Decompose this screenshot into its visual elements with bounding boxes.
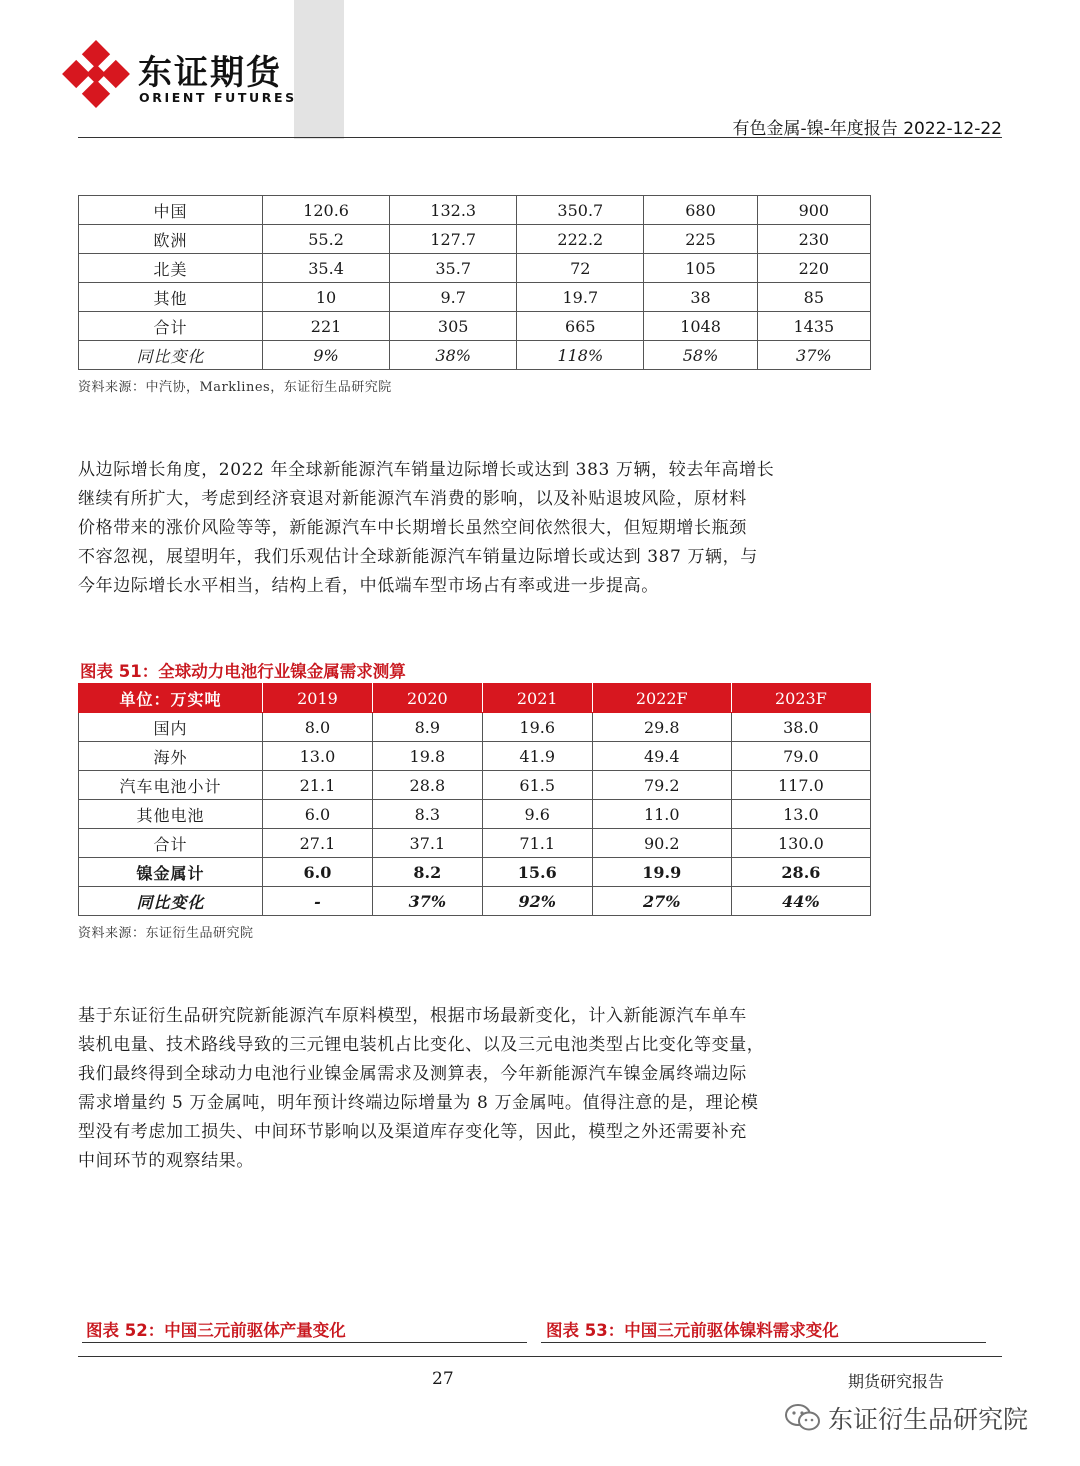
header-divider <box>78 137 1002 138</box>
table-cell: 120.6 <box>263 196 390 225</box>
table-row <box>79 254 871 283</box>
table-row <box>79 800 871 829</box>
table-cell: 35.4 <box>263 254 390 283</box>
table-cell: 55.2 <box>263 225 390 254</box>
table-cell: 38 <box>644 283 757 312</box>
row-label: 国内 <box>79 713 263 742</box>
column-header: 2020 <box>372 684 482 713</box>
table-cell: 85 <box>757 283 870 312</box>
orient-futures-logo-icon <box>62 40 130 108</box>
watermark-text: 东证衍生品研究院 <box>828 1405 1029 1434</box>
table-cell: 230 <box>757 225 870 254</box>
table-row <box>79 196 871 225</box>
table-source-note: 资料来源：中汽协，Marklines，东证衍生品研究院 <box>78 380 392 395</box>
table-cell: 72 <box>517 254 644 283</box>
paragraph-line: 今年边际增长水平相当，结构上看，中低端车型市场占有率或进一步提高。 <box>78 576 659 596</box>
table-row <box>79 887 871 916</box>
table-cell: 900 <box>757 196 870 225</box>
table-cell: 117.0 <box>731 771 870 800</box>
table-cell: 37.1 <box>372 829 482 858</box>
table-row <box>79 829 871 858</box>
table-cell: 90.2 <box>592 829 731 858</box>
paragraph-line: 装机电量、技术路线导致的三元锂电装机占比变化、以及三元电池类型占比变化等变量， <box>78 1035 765 1055</box>
table-cell: 19.7 <box>517 283 644 312</box>
body-paragraph-2 <box>78 1002 808 1176</box>
table-cell: 28.6 <box>731 858 870 887</box>
figure-52-title: 图表 52：中国三元前驱体产量变化 <box>86 1321 346 1340</box>
table-cell: 221 <box>263 312 390 341</box>
paragraph-line: 中间环节的观察结果。 <box>78 1151 254 1171</box>
paragraph-line: 需求增量约 5 万金属吨，明年预计终端边际增量为 8 万金属吨。值得注意的是，理论模 <box>78 1093 759 1113</box>
table-cell: 350.7 <box>517 196 644 225</box>
row-label: 合计 <box>79 829 263 858</box>
column-header: 2023F <box>731 684 870 713</box>
table-cell: 15.6 <box>482 858 592 887</box>
table-row <box>79 713 871 742</box>
table-cell: 44% <box>731 887 870 916</box>
row-label: 其他 <box>79 283 263 312</box>
table-cell: 61.5 <box>482 771 592 800</box>
table-cell: 130.0 <box>731 829 870 858</box>
table-cell: 13.0 <box>263 742 373 771</box>
paragraph-line: 不容忽视，展望明年，我们乐观估计全球新能源汽车销量边际增长或达到 387 万辆，与 <box>78 547 758 567</box>
table-cell: 6.0 <box>263 858 373 887</box>
paragraph-line: 价格带来的涨价风险等等，新能源汽车中长期增长虽然空间依然很大，但短期增长瓶颈 <box>78 518 747 538</box>
footer-divider <box>78 1356 1002 1357</box>
figure-51-source-note: 资料来源：东证衍生品研究院 <box>78 926 254 941</box>
table-cell: 19.8 <box>372 742 482 771</box>
table-cell: 79.2 <box>592 771 731 800</box>
table-cell: 10 <box>263 283 390 312</box>
footer-label: 期货研究报告 <box>848 1372 945 1391</box>
table-cell: 680 <box>644 196 757 225</box>
row-label: 海外 <box>79 742 263 771</box>
table-cell: 92% <box>482 887 592 916</box>
table-cell: 222.2 <box>517 225 644 254</box>
row-label: 欧洲 <box>79 225 263 254</box>
body-paragraph-1 <box>78 456 808 601</box>
table-cell: 8.3 <box>372 800 482 829</box>
brand-name-cn: 东证期货 <box>138 53 282 93</box>
table-cell: 71.1 <box>482 829 592 858</box>
table-cell: 37% <box>757 341 870 370</box>
row-label: 镍金属计 <box>79 858 263 887</box>
page-number: 27 <box>432 1369 454 1389</box>
row-label: 合计 <box>79 312 263 341</box>
table-cell: 41.9 <box>482 742 592 771</box>
table-cell: 305 <box>390 312 517 341</box>
header-grey-band <box>294 0 344 139</box>
table-row <box>79 341 871 370</box>
row-label: 中国 <box>79 196 263 225</box>
table-cell: 127.7 <box>390 225 517 254</box>
table-cell: 1435 <box>757 312 870 341</box>
figure-53-title: 图表 53：中国三元前驱体镍料需求变化 <box>546 1321 839 1340</box>
column-header: 2021 <box>482 684 592 713</box>
row-label: 汽车电池小计 <box>79 771 263 800</box>
table-cell: 58% <box>644 341 757 370</box>
table-cell: 118% <box>517 341 644 370</box>
paragraph-line: 型没有考虑加工损失、中间环节影响以及渠道库存变化等，因此，模型之外还需要补充 <box>78 1122 747 1142</box>
table-cell: 29.8 <box>592 713 731 742</box>
table-cell: 13.0 <box>731 800 870 829</box>
table-cell: 11.0 <box>592 800 731 829</box>
table-cell: 37% <box>372 887 482 916</box>
table-cell: 27% <box>592 887 731 916</box>
brand-name-en: ORIENT FUTURES <box>139 90 297 105</box>
table-cell: 21.1 <box>263 771 373 800</box>
table-header-row <box>79 684 871 713</box>
table-cell: 19.6 <box>482 713 592 742</box>
table-cell: 6.0 <box>263 800 373 829</box>
column-header: 单位：万实吨 <box>79 684 263 713</box>
table-cell: 220 <box>757 254 870 283</box>
figure-53-rule <box>541 1342 986 1343</box>
report-title: 有色金属-镍-年度报告 2022-12-22 <box>732 119 1002 139</box>
paragraph-line: 继续有所扩大，考虑到经济衰退对新能源汽车消费的影响，以及补贴退坡风险，原材料 <box>78 489 747 509</box>
table-cell: 225 <box>644 225 757 254</box>
table-cell: 8.0 <box>263 713 373 742</box>
paragraph-line: 从边际增长角度，2022 年全球新能源汽车销量边际增长或达到 383 万辆，较去年高增长 <box>78 460 775 480</box>
table-cell: 665 <box>517 312 644 341</box>
wechat-icon <box>783 1402 823 1434</box>
table-cell: 1048 <box>644 312 757 341</box>
table-cell: 9% <box>263 341 390 370</box>
table-row <box>79 283 871 312</box>
figure-52-rule <box>82 1342 527 1343</box>
ev-sales-table <box>78 195 871 370</box>
table-cell: 19.9 <box>592 858 731 887</box>
row-label: 同比变化 <box>79 887 263 916</box>
column-header: 2022F <box>592 684 731 713</box>
row-label: 其他电池 <box>79 800 263 829</box>
table-cell: 132.3 <box>390 196 517 225</box>
table-cell: 38.0 <box>731 713 870 742</box>
table-cell: 27.1 <box>263 829 373 858</box>
table-row <box>79 771 871 800</box>
table-row <box>79 312 871 341</box>
nickel-demand-table <box>78 683 871 916</box>
table-cell: - <box>263 887 373 916</box>
table-cell: 105 <box>644 254 757 283</box>
table-row <box>79 742 871 771</box>
table-cell: 9.6 <box>482 800 592 829</box>
figure-51-title: 图表 51：全球动力电池行业镍金属需求测算 <box>80 662 406 681</box>
table-row <box>79 858 871 887</box>
table-cell: 28.8 <box>372 771 482 800</box>
table-cell: 8.9 <box>372 713 482 742</box>
table-cell: 79.0 <box>731 742 870 771</box>
paragraph-line: 基于东证衍生品研究院新能源汽车原料模型，根据市场最新变化，计入新能源汽车单车 <box>78 1006 747 1026</box>
row-label: 同比变化 <box>79 341 263 370</box>
table-cell: 35.7 <box>390 254 517 283</box>
table-cell: 9.7 <box>390 283 517 312</box>
table-cell: 8.2 <box>372 858 482 887</box>
table-cell: 38% <box>390 341 517 370</box>
paragraph-line: 我们最终得到全球动力电池行业镍金属需求及测算表，今年新能源汽车镍金属终端边际 <box>78 1064 747 1084</box>
table-row <box>79 225 871 254</box>
column-header: 2019 <box>263 684 373 713</box>
row-label: 北美 <box>79 254 263 283</box>
table-cell: 49.4 <box>592 742 731 771</box>
